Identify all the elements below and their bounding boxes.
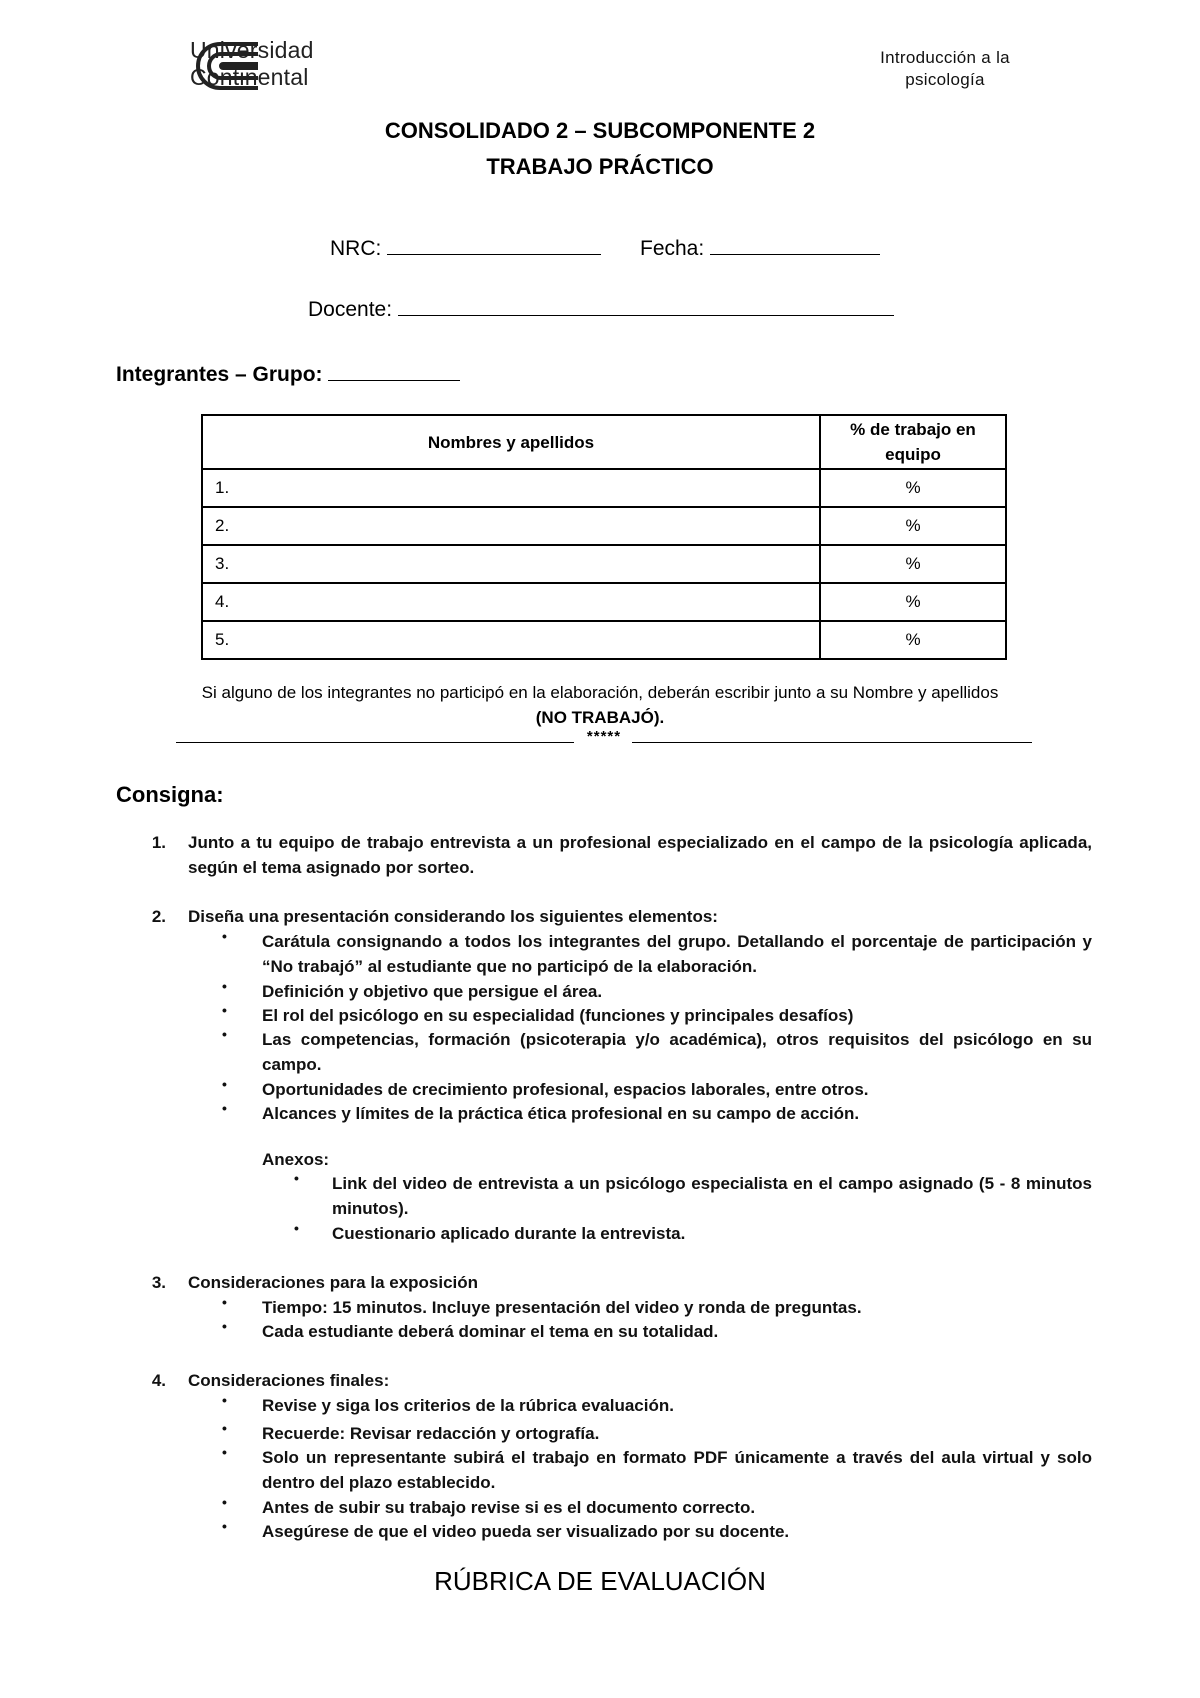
column-header-percent-line1: % de trabajo en — [850, 420, 976, 439]
rubrica-heading: RÚBRICA DE EVALUACIÓN — [434, 1566, 766, 1596]
document-subtitle: TRABAJO PRÁCTICO — [486, 154, 714, 179]
bullet-icon: • — [222, 1294, 227, 1310]
list-number: 1. — [151, 833, 166, 852]
fecha-label: Fecha: — [640, 237, 705, 260]
bullet-icon: • — [222, 1518, 227, 1534]
anexo-item: Cuestionario aplicado durante la entrevista. — [332, 1224, 686, 1243]
bullet-icon: • — [222, 1100, 227, 1116]
list-item: Consideraciones para la exposición — [188, 1273, 479, 1292]
fecha-blank[interactable] — [710, 234, 880, 255]
list-number: 2. — [151, 907, 166, 926]
table-row — [202, 545, 1006, 583]
bullet-icon: • — [222, 1076, 227, 1092]
sub-list-item: Carátula consignando a todos los integrantes del grupo. Detallando el porcentaje de participación y “No trabajó” al estudiante que no participó de la elaboración. — [262, 932, 1092, 976]
sub-list-item: Cada estudiante deberá dominar el tema en su totalidad. — [262, 1322, 719, 1341]
note-emphasis: (NO TRABAJÓ). — [535, 708, 665, 727]
docente-field — [308, 295, 894, 322]
sub-list-item: Asegúrese de que el video pueda ser visualizado por su docente. — [262, 1522, 790, 1541]
sub-list-item: Las competencias, formación (psicoterapia y/o académica), otros requisitos del psicólogo en su campo. — [262, 1030, 1092, 1074]
members-table — [201, 414, 1007, 660]
member-name-cell[interactable]: 4. — [202, 583, 820, 621]
docente-label: Docente: — [308, 298, 393, 321]
table-header-row — [202, 415, 1006, 469]
course-name-line1: Introducción a la — [880, 48, 1010, 67]
bullet-icon: • — [222, 928, 227, 944]
bullet-icon: • — [222, 1494, 227, 1510]
member-percent-cell[interactable]: % — [820, 469, 1006, 507]
sub-list-item: Antes de subir su trabajo revise si es el documento correcto. — [262, 1498, 756, 1517]
column-header-percent-line2: equipo — [885, 445, 941, 464]
column-header-names: Nombres y apellidos — [202, 415, 820, 469]
member-percent-cell[interactable]: % — [820, 545, 1006, 583]
sub-list-item: El rol del psicólogo en su especialidad (funciones y principales desafíos) — [262, 1006, 854, 1025]
bullet-icon: • — [222, 1318, 227, 1334]
fecha-field — [640, 234, 880, 261]
section-divider — [176, 730, 1032, 750]
sub-list-item: Definición y objetivo que persigue el área. — [262, 982, 603, 1001]
nrc-blank[interactable] — [387, 234, 601, 255]
note-text: Si alguno de los integrantes no participó en la elaboración, deberán escribir junto a su Nombre y apellidos — [201, 683, 999, 702]
anexos-label: Anexos: — [262, 1150, 330, 1169]
member-percent-cell[interactable]: % — [820, 583, 1006, 621]
document-title: CONSOLIDADO 2 – SUBCOMPONENTE 2 — [384, 118, 816, 143]
course-name — [840, 47, 1050, 91]
bullet-icon: • — [222, 1420, 227, 1436]
member-name-cell[interactable]: 1. — [202, 469, 820, 507]
bullet-icon: • — [222, 978, 227, 994]
nrc-label: NRC: — [330, 237, 382, 260]
bullet-icon: • — [222, 1444, 227, 1460]
sub-list-item: Solo un representante subirá el trabajo en formato PDF únicamente a través del aula virtual y solo dentro del plazo establecido. — [262, 1448, 1092, 1492]
member-name-cell[interactable]: 5. — [202, 621, 820, 659]
member-percent-cell[interactable]: % — [820, 507, 1006, 545]
member-percent-cell[interactable]: % — [820, 621, 1006, 659]
member-name-cell[interactable]: 2. — [202, 507, 820, 545]
sub-list-item: Recuerde: Revisar redacción y ortografía. — [262, 1424, 600, 1443]
university-name-line1: Universidad — [190, 37, 314, 63]
grupo-field — [116, 360, 460, 387]
table-row — [202, 583, 1006, 621]
divider-stars: ***** — [586, 728, 622, 745]
docente-blank[interactable] — [398, 295, 894, 316]
sub-list-item: Alcances y límites de la práctica ética profesional en su campo de acción. — [262, 1104, 860, 1123]
sub-list-item: Revise y siga los criterios de la rúbrica evaluación. — [262, 1396, 674, 1415]
consigna-heading: Consigna: — [116, 782, 224, 807]
anexo-item: Link del video de entrevista a un psicólogo especialista en el campo asignado (5 - 8 minutos minutos). — [332, 1174, 1092, 1218]
nrc-field — [330, 234, 601, 261]
list-item: Junto a tu equipo de trabajo entrevista a un profesional especializado en el campo de la psicología aplicada, según el tema asignado por sorteo. — [188, 833, 1092, 877]
list-number: 3. — [151, 1273, 166, 1292]
list-item: Consideraciones finales: — [188, 1371, 390, 1390]
divider-line-right — [632, 742, 1032, 743]
table-row — [202, 469, 1006, 507]
list-number: 4. — [151, 1371, 166, 1390]
column-header-percent — [820, 415, 1006, 469]
bullet-icon: • — [222, 1392, 227, 1408]
bullet-icon: • — [222, 1002, 227, 1018]
table-row — [202, 507, 1006, 545]
sub-list-item: Tiempo: 15 minutos. Incluye presentación del video y ronda de preguntas. — [262, 1298, 862, 1317]
course-name-line2: psicología — [905, 70, 985, 89]
divider-line-left — [176, 742, 574, 743]
list-item: Diseña una presentación considerando los siguientes elementos: — [188, 907, 718, 926]
bullet-icon: • — [294, 1220, 299, 1236]
university-name-line2: Continental — [190, 64, 309, 90]
sub-list-item: Oportunidades de crecimiento profesional, espacios laborales, entre otros. — [262, 1080, 869, 1099]
grupo-label: Integrantes – Grupo: — [116, 363, 323, 386]
table-row — [202, 621, 1006, 659]
bullet-icon: • — [222, 1026, 227, 1042]
grupo-blank[interactable] — [328, 360, 460, 381]
bullet-icon: • — [294, 1170, 299, 1186]
member-name-cell[interactable]: 3. — [202, 545, 820, 583]
university-name — [190, 37, 314, 91]
